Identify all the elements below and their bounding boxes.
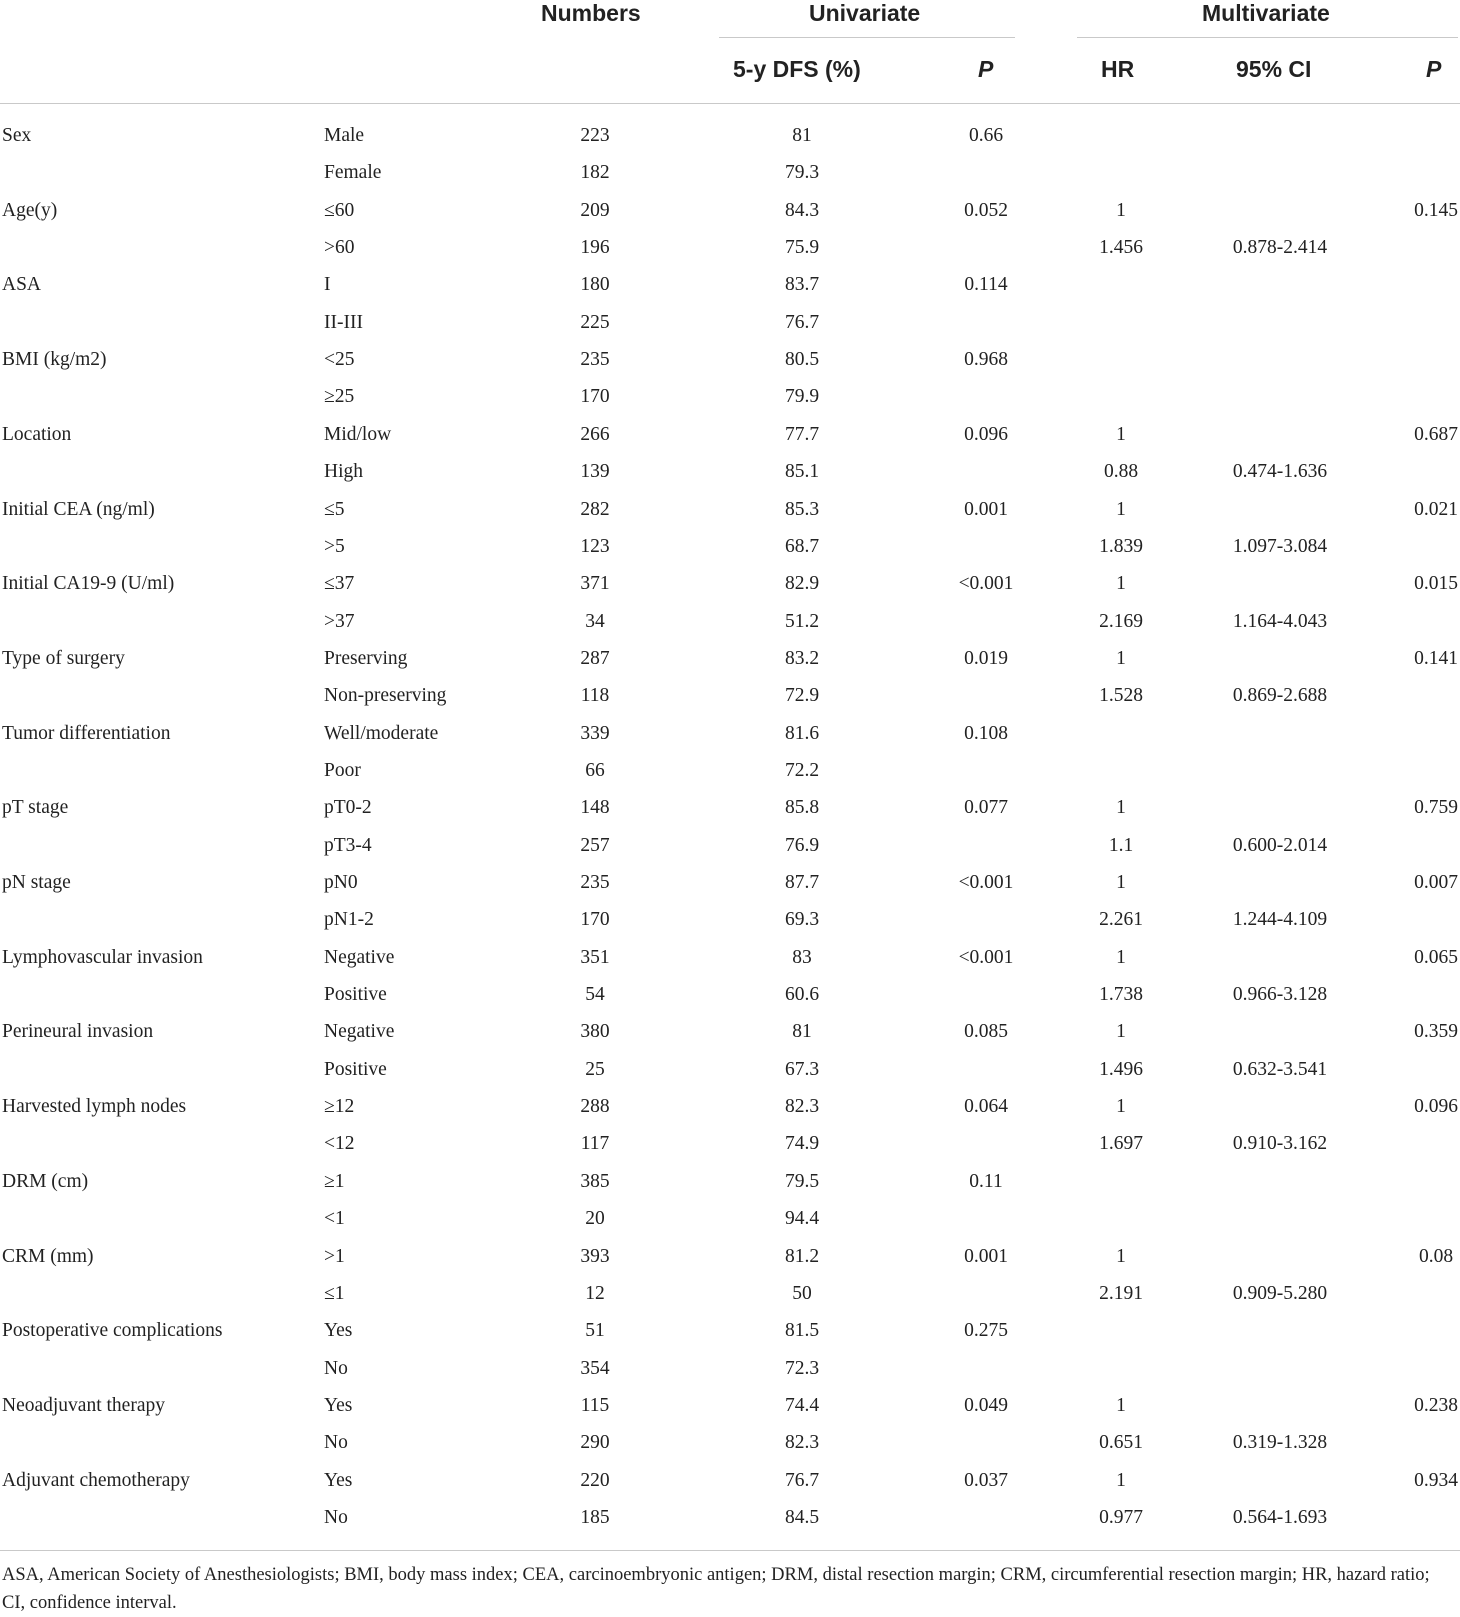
cell-category: ≤60 [324, 200, 355, 221]
cell-ci: 0.878-2.414 [1232, 237, 1328, 258]
cell-numbers: 282 [580, 499, 610, 520]
cell-numbers: 196 [580, 237, 610, 258]
cell-numbers: 51 [585, 1320, 605, 1341]
cell-p-multivariate: 0.141 [1414, 648, 1458, 669]
cell-variable: Tumor differentiation [2, 723, 171, 744]
header-p-multivariate: P [1426, 56, 1442, 82]
cell-numbers: 225 [580, 312, 610, 333]
cell-hr: 1 [1116, 1395, 1126, 1416]
cell-variable: pN stage [2, 872, 71, 893]
cell-numbers: 209 [580, 200, 610, 221]
header-dfs: 5-y DFS (%) [733, 56, 861, 82]
cell-numbers: 123 [580, 536, 610, 557]
cell-p-multivariate: 0.238 [1414, 1395, 1458, 1416]
footnote: ASA, American Society of Anesthesiologists; BMI, body mass index; CEA, carcinoembryonic antigen; DRM, distal resection margin; CRM, circumferential resection margin; HR, hazard ratio; CI, confidence interval. [2, 1565, 1430, 1613]
cell-p-univariate: 0.096 [964, 424, 1008, 445]
cell-dfs: 85.8 [784, 797, 820, 818]
cell-dfs: 74.9 [784, 1133, 820, 1154]
cell-category: ≥1 [324, 1171, 345, 1192]
cell-numbers: 380 [580, 1021, 610, 1042]
cell-variable: Lymphovascular invasion [2, 947, 203, 968]
cell-p-univariate: <0.001 [958, 947, 1014, 968]
cell-numbers: 339 [580, 723, 610, 744]
cell-numbers: 223 [580, 125, 610, 146]
cell-numbers: 148 [580, 797, 610, 818]
cell-numbers: 182 [580, 162, 610, 183]
cell-numbers: 118 [580, 685, 610, 706]
cell-dfs: 50 [792, 1283, 812, 1304]
header-multivariate: Multivariate [1202, 0, 1330, 26]
cell-category: Positive [324, 1059, 387, 1080]
cell-p-multivariate: 0.021 [1414, 499, 1458, 520]
cell-category: Male [324, 125, 365, 146]
cell-p-univariate: <0.001 [958, 872, 1014, 893]
cell-dfs: 85.1 [784, 461, 820, 482]
cell-p-univariate: 0.064 [964, 1096, 1008, 1117]
cell-numbers: 371 [580, 573, 610, 594]
cell-ci: 1.097-3.084 [1232, 536, 1328, 557]
cell-variable: DRM (cm) [2, 1171, 89, 1192]
cell-category: Well/moderate [324, 723, 439, 744]
cell-hr: 0.88 [1103, 461, 1139, 482]
cell-category: Negative [324, 1021, 395, 1042]
cell-dfs: 77.7 [784, 424, 820, 445]
cell-p-univariate: <0.001 [958, 573, 1014, 594]
cell-p-multivariate: 0.359 [1414, 1021, 1458, 1042]
cell-dfs: 84.5 [784, 1507, 820, 1528]
cell-hr: 1.456 [1099, 237, 1143, 258]
cell-category: Poor [324, 760, 361, 781]
cell-numbers: 34 [585, 611, 605, 632]
cell-variable: Type of surgery [2, 648, 125, 669]
cell-dfs: 72.3 [784, 1358, 820, 1379]
cell-hr: 1.528 [1099, 685, 1143, 706]
cell-variable: Location [2, 424, 72, 445]
cell-dfs: 87.7 [784, 872, 820, 893]
cell-dfs: 79.9 [784, 386, 820, 407]
cell-category: >37 [324, 611, 355, 632]
cell-dfs: 82.3 [784, 1432, 820, 1453]
cell-p-univariate: 0.001 [964, 1246, 1008, 1267]
cell-hr: 1 [1116, 424, 1126, 445]
cell-ci: 0.909-5.280 [1232, 1283, 1328, 1304]
cell-category: >1 [324, 1246, 345, 1267]
cell-dfs: 83 [792, 947, 812, 968]
cell-dfs: 74.4 [784, 1395, 820, 1416]
cell-variable: Harvested lymph nodes [2, 1096, 187, 1117]
cell-p-multivariate: 0.096 [1414, 1096, 1458, 1117]
cell-numbers: 180 [580, 274, 610, 295]
cell-ci: 0.600-2.014 [1232, 835, 1328, 856]
cell-category: <25 [324, 349, 355, 370]
cell-numbers: 287 [580, 648, 610, 669]
cell-p-multivariate: 0.015 [1414, 573, 1458, 594]
cell-variable: Adjuvant chemotherapy [2, 1470, 190, 1491]
cell-dfs: 81.5 [784, 1320, 820, 1341]
cell-variable: pT stage [2, 797, 69, 818]
cell-dfs: 60.6 [784, 984, 820, 1005]
cell-ci: 0.910-3.162 [1232, 1133, 1328, 1154]
cell-hr: 1 [1116, 1096, 1126, 1117]
cell-dfs: 69.3 [784, 909, 820, 930]
cell-hr: 1 [1116, 1021, 1126, 1042]
header-hr: HR [1101, 56, 1135, 82]
cell-category: pN0 [324, 872, 358, 893]
cell-category: pN1-2 [324, 909, 374, 930]
cell-variable: Sex [2, 125, 32, 146]
cell-dfs: 82.3 [784, 1096, 820, 1117]
cell-variable: Neoadjuvant therapy [2, 1395, 165, 1416]
cell-hr: 1 [1116, 499, 1126, 520]
cell-p-univariate: 0.019 [964, 648, 1008, 669]
cell-dfs: 83.7 [784, 274, 820, 295]
cell-dfs: 94.4 [784, 1208, 820, 1229]
cell-category: ≥25 [324, 386, 355, 407]
cell-dfs: 79.5 [784, 1171, 820, 1192]
cell-numbers: 220 [580, 1470, 610, 1491]
cell-hr: 1 [1116, 1246, 1126, 1267]
cell-p-multivariate: 0.687 [1414, 424, 1458, 445]
cell-numbers: 185 [580, 1507, 610, 1528]
cell-category: ≥12 [324, 1096, 355, 1117]
cell-hr: 2.191 [1099, 1283, 1143, 1304]
cell-p-univariate: 0.052 [964, 200, 1008, 221]
cell-variable: Postoperative complications [2, 1320, 223, 1341]
cell-numbers: 385 [580, 1171, 610, 1192]
cell-p-univariate: 0.037 [964, 1470, 1008, 1491]
cell-numbers: 266 [580, 424, 610, 445]
cell-dfs: 81.6 [784, 723, 820, 744]
cell-variable: Initial CA19-9 (U/ml) [2, 573, 175, 594]
cell-variable: ASA [2, 274, 42, 295]
cell-variable: CRM (mm) [2, 1246, 94, 1267]
cell-dfs: 67.3 [784, 1059, 820, 1080]
cell-category: Negative [324, 947, 395, 968]
cell-category: ≤5 [324, 499, 345, 520]
cell-hr: 0.651 [1099, 1432, 1143, 1453]
cell-dfs: 80.5 [784, 349, 820, 370]
cell-p-multivariate: 0.759 [1414, 797, 1458, 818]
cell-ci: 0.564-1.693 [1232, 1507, 1328, 1528]
cell-numbers: 12 [585, 1283, 605, 1304]
cell-hr: 1 [1116, 947, 1126, 968]
header-ci: 95% CI [1236, 56, 1312, 82]
cell-p-univariate: 0.275 [964, 1320, 1008, 1341]
cell-hr: 1 [1116, 1470, 1126, 1491]
cell-ci: 0.319-1.328 [1232, 1432, 1328, 1453]
cell-ci: 1.164-4.043 [1232, 611, 1328, 632]
cell-ci: 0.632-3.541 [1232, 1059, 1328, 1080]
cell-p-univariate: 0.085 [964, 1021, 1008, 1042]
cell-category: Positive [324, 984, 387, 1005]
cell-numbers: 354 [580, 1358, 610, 1379]
cell-dfs: 81 [792, 125, 812, 146]
cell-hr: 1 [1116, 648, 1126, 669]
cell-category: <12 [324, 1133, 355, 1154]
cell-dfs: 75.9 [784, 237, 820, 258]
cell-dfs: 82.9 [784, 573, 820, 594]
cell-variable: Age(y) [2, 200, 58, 221]
cell-hr: 1 [1116, 200, 1126, 221]
cell-numbers: 288 [580, 1096, 610, 1117]
cell-dfs: 81 [792, 1021, 812, 1042]
cell-category: No [324, 1358, 348, 1379]
cell-category: No [324, 1507, 348, 1528]
cell-category: pT0-2 [324, 797, 372, 818]
cell-ci: 0.869-2.688 [1232, 685, 1328, 706]
cell-dfs: 72.9 [784, 685, 820, 706]
cell-category: Yes [324, 1395, 353, 1416]
cell-numbers: 393 [580, 1246, 610, 1267]
cell-p-multivariate: 0.145 [1414, 200, 1458, 221]
cell-hr: 1.738 [1099, 984, 1143, 1005]
header-bottom-rule [0, 103, 1460, 104]
cell-numbers: 235 [580, 349, 610, 370]
cell-numbers: 235 [580, 872, 610, 893]
cell-hr: 0.977 [1099, 1507, 1143, 1528]
cell-variable: BMI (kg/m2) [2, 349, 107, 370]
cell-dfs: 79.3 [784, 162, 820, 183]
cell-p-univariate: 0.114 [964, 274, 1008, 295]
cell-ci: 1.244-4.109 [1232, 909, 1328, 930]
cell-hr: 1 [1116, 797, 1126, 818]
cell-hr: 2.169 [1099, 611, 1143, 632]
cell-category: Preserving [324, 648, 408, 669]
cell-dfs: 76.9 [784, 835, 820, 856]
cell-category: >5 [324, 536, 345, 557]
cell-numbers: 54 [585, 984, 605, 1005]
cell-dfs: 76.7 [784, 1470, 820, 1491]
cell-hr: 2.261 [1099, 909, 1143, 930]
cell-category: High [324, 461, 363, 482]
cell-p-univariate: 0.108 [964, 723, 1008, 744]
cell-category: Yes [324, 1470, 353, 1491]
cell-hr: 1.697 [1099, 1133, 1143, 1154]
table-bottom-rule [0, 1550, 1460, 1551]
cell-variable: Initial CEA (ng/ml) [2, 499, 155, 520]
cell-hr: 1 [1116, 872, 1126, 893]
cell-p-univariate: 0.968 [964, 349, 1008, 370]
cell-hr: 1.1 [1108, 835, 1134, 856]
cell-category: ≤1 [324, 1283, 345, 1304]
header-univariate: Univariate [809, 0, 921, 26]
cell-p-multivariate: 0.934 [1414, 1470, 1458, 1491]
multivariate-underline [1077, 37, 1458, 38]
header-numbers: Numbers [541, 0, 641, 26]
cell-hr: 1 [1116, 573, 1126, 594]
cell-numbers: 117 [580, 1133, 610, 1154]
cell-p-multivariate: 0.007 [1414, 872, 1458, 893]
cell-numbers: 20 [585, 1208, 605, 1229]
cell-dfs: 85.3 [784, 499, 820, 520]
cell-numbers: 25 [585, 1059, 605, 1080]
cell-hr: 1.496 [1099, 1059, 1143, 1080]
cell-numbers: 66 [585, 760, 605, 781]
cell-category: >60 [324, 237, 355, 258]
cell-hr: 1.839 [1099, 536, 1143, 557]
cell-ci: 0.966-3.128 [1232, 984, 1328, 1005]
cell-numbers: 290 [580, 1432, 610, 1453]
cell-category: II-III [324, 312, 363, 333]
cell-numbers: 115 [580, 1395, 610, 1416]
cell-p-multivariate: 0.065 [1414, 947, 1458, 968]
cell-numbers: 351 [580, 947, 610, 968]
cell-p-univariate: 0.077 [964, 797, 1008, 818]
cell-dfs: 51.2 [784, 611, 820, 632]
cell-numbers: 170 [580, 386, 610, 407]
cell-numbers: 139 [580, 461, 610, 482]
header-p-univariate: P [978, 56, 994, 82]
cell-dfs: 72.2 [784, 760, 820, 781]
cell-numbers: 257 [580, 835, 610, 856]
cell-dfs: 68.7 [784, 536, 820, 557]
cell-category: Yes [324, 1320, 353, 1341]
cell-numbers: 170 [580, 909, 610, 930]
univariate-underline [719, 37, 1015, 38]
cell-dfs: 76.7 [784, 312, 820, 333]
cell-category: Mid/low [324, 424, 392, 445]
cell-variable: Perineural invasion [2, 1021, 154, 1042]
cell-category: No [324, 1432, 348, 1453]
cell-category: ≤37 [324, 573, 355, 594]
cell-dfs: 84.3 [784, 200, 820, 221]
cell-p-multivariate: 0.08 [1418, 1246, 1454, 1267]
cell-category: Female [324, 162, 382, 183]
cell-category: I [324, 274, 331, 295]
cell-category: Non-preserving [324, 685, 447, 706]
cell-ci: 0.474-1.636 [1232, 461, 1328, 482]
cell-p-univariate: 0.001 [964, 499, 1008, 520]
cell-p-univariate: 0.66 [968, 125, 1004, 146]
cell-p-univariate: 0.11 [969, 1171, 1003, 1192]
cell-p-univariate: 0.049 [964, 1395, 1008, 1416]
cell-category: pT3-4 [324, 835, 372, 856]
cell-dfs: 83.2 [784, 648, 820, 669]
cell-category: <1 [324, 1208, 345, 1229]
cell-dfs: 81.2 [784, 1246, 820, 1267]
